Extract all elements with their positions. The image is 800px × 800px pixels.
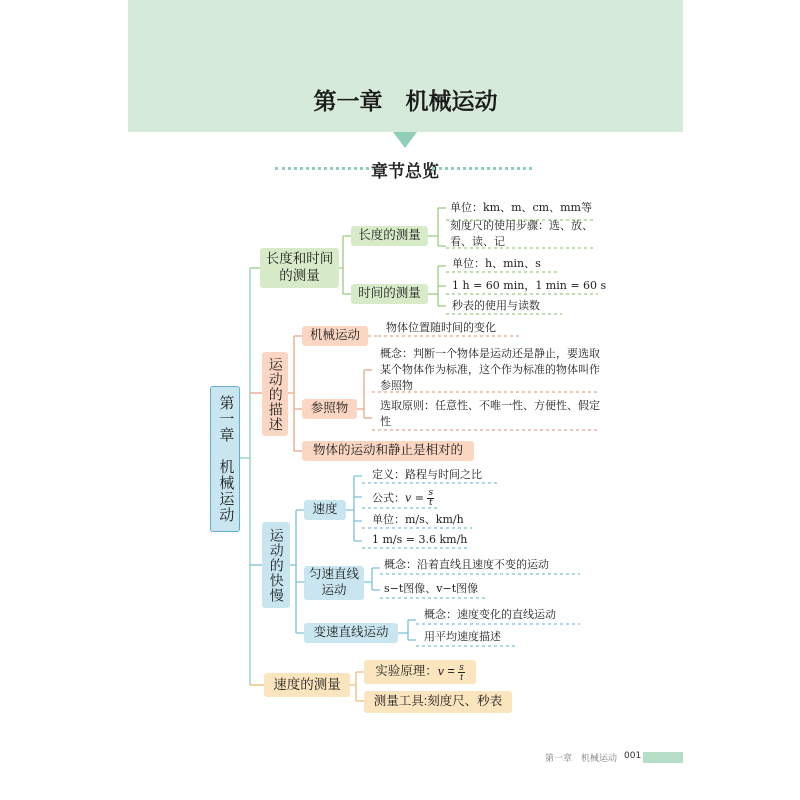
- leaf-time-conversion: 1 h = 60 min，1 min = 60 s: [452, 279, 607, 292]
- page-number: 001: [624, 751, 642, 761]
- node-reference-object: [302, 399, 357, 419]
- leaf-speed-conversion: 1 m/s = 3.6 km/h: [372, 533, 468, 546]
- branch-length-time: [260, 248, 339, 288]
- node-relative-motion-label: 物体的运动和静止是相对的: [312, 443, 463, 458]
- branch-motion-desc-label: 运动的描述: [267, 356, 284, 432]
- principle-formula-var: v: [437, 665, 444, 679]
- leaf-uniform-concept: 概念：沿着直线且速度不变的运动: [384, 558, 549, 571]
- leaf-uniform-graphs: s−t图像、v−t图像: [384, 582, 479, 595]
- branch-motion-desc: [262, 352, 288, 436]
- footer-chapter: 第一章 机械运动: [545, 754, 618, 764]
- node-uniform-motion-label: 匀速直线运动: [308, 567, 359, 597]
- formula-fraction: [427, 489, 434, 508]
- branch-speed-label: 运动的快慢: [268, 527, 285, 603]
- formula-eq: =: [414, 491, 424, 505]
- node-exp-principle: [364, 660, 476, 684]
- node-speed-label: 速度: [312, 502, 338, 517]
- overview-title: 章节总览: [371, 162, 439, 182]
- leaf-average-speed: 用平均速度描述: [424, 630, 501, 643]
- node-measure-tools: [364, 691, 512, 713]
- root-label: 第一章 机械运动: [217, 395, 235, 523]
- principle-formula-eq: =: [447, 664, 455, 679]
- footer-bar: [643, 752, 683, 763]
- node-time-measure: [351, 284, 428, 304]
- principle-den: t: [460, 671, 463, 682]
- formula-prefix: 公式：: [372, 491, 405, 505]
- leaf-speed-def: 定义：路程与时间之比: [372, 468, 482, 481]
- formula-den: t: [428, 498, 433, 508]
- leaf-speed-formula: [372, 489, 434, 508]
- leaf-ruler-steps: 刻度尺的使用步骤：选、放、看、读、记: [450, 219, 593, 248]
- branch-speed: [262, 522, 290, 608]
- leaf-variable-concept: 概念：速度变化的直线运动: [424, 608, 556, 621]
- node-relative-motion: [302, 441, 474, 461]
- leaf-speed-unit: 单位：m/s、km/h: [372, 513, 464, 526]
- branch-speed-measure-label: 速度的测量: [273, 676, 341, 692]
- node-exp-principle-label: 实验原理：: [375, 664, 438, 679]
- principle-num: s: [459, 661, 464, 672]
- node-mechanical-motion-label: 机械运动: [309, 328, 360, 343]
- node-length-measure-label: 长度的测量: [358, 228, 421, 243]
- root-node-chapter1: [210, 386, 240, 532]
- principle-fraction: [458, 663, 465, 682]
- branch-speed-measure: [264, 673, 350, 697]
- leaf-length-unit: 单位：km、m、cm、mm等: [450, 201, 592, 214]
- node-variable-motion-label: 变速直线运动: [313, 625, 389, 640]
- leaf-mech-def: 物体位置随时间的变化: [386, 321, 496, 334]
- leaf-ref-concept: 概念：判断一个物体是运动还是静止，要选取某个物体作为标准，这个作为标准的物体叫作参照物: [380, 347, 600, 392]
- chapter-title: 第一章 机械运动: [313, 89, 498, 115]
- branch-length-time-label: 长度和时间的测量: [265, 251, 334, 283]
- node-mechanical-motion: [302, 326, 368, 346]
- formula-var: v: [405, 491, 412, 505]
- leaf-time-unit: 单位：h、min、s: [452, 257, 541, 270]
- node-time-measure-label: 时间的测量: [358, 286, 421, 301]
- node-uniform-motion: [304, 566, 364, 600]
- node-reference-object-label: 参照物: [310, 401, 349, 416]
- node-speed: [304, 500, 346, 520]
- leaf-stopwatch: 秒表的使用与读数: [452, 299, 540, 312]
- leaf-ref-principle: 选取原则：任意性、不唯一性、方便性、假定性: [380, 399, 600, 428]
- formula-num: s: [428, 488, 434, 498]
- node-variable-motion: [304, 623, 398, 643]
- node-measure-tools-label: 测量工具:刻度尺、秒表: [373, 694, 503, 709]
- node-length-measure: [351, 226, 428, 246]
